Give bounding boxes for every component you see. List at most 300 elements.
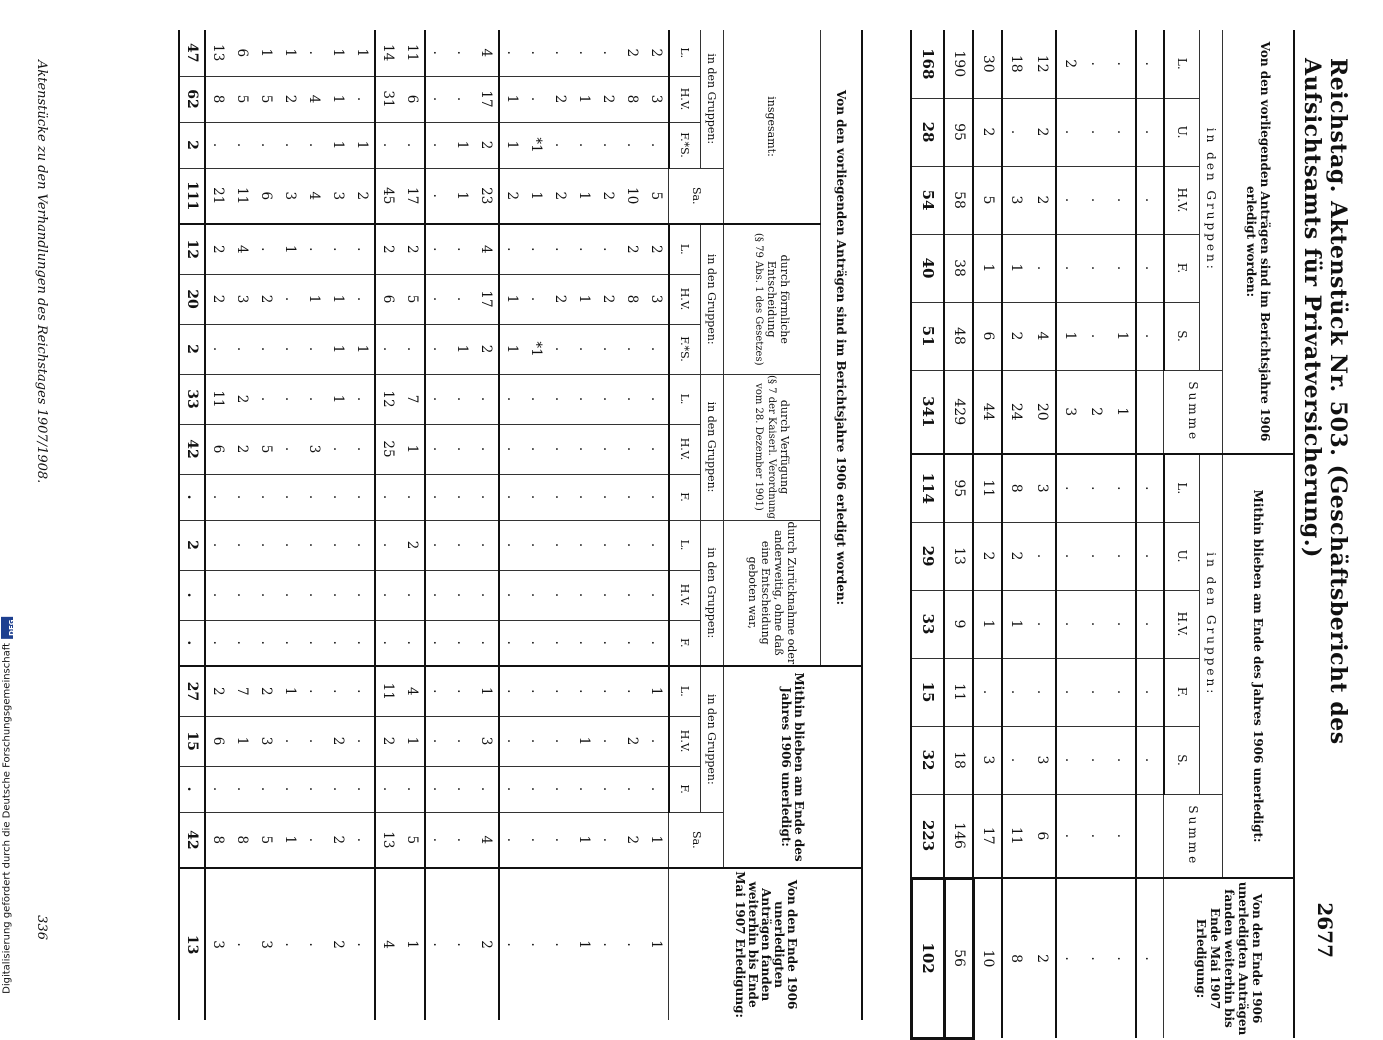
table-cell: 2 <box>620 224 644 274</box>
table-row <box>945 30 974 1038</box>
table-cell: . <box>1109 522 1136 590</box>
table-cell: . <box>375 122 400 168</box>
table-cell: 1 <box>278 812 302 868</box>
table-cell: . <box>528 50 544 55</box>
table-cell: . <box>548 766 572 812</box>
table-a-col-head: S. <box>1164 726 1200 794</box>
table-cell: . <box>205 122 230 168</box>
table-cell: . <box>548 122 572 168</box>
table-cell: 11 <box>375 666 400 716</box>
table-cell: . <box>1109 726 1136 794</box>
table-cell: . <box>278 424 302 474</box>
table-b-rem-head: Mithin blieben am Ende des Jahres 1906 unerledigt: <box>724 666 863 868</box>
table-cell: . <box>302 666 326 716</box>
table-cell: . <box>644 474 669 520</box>
table-cell: . <box>1109 234 1136 302</box>
table-cell: 3 <box>974 726 1003 794</box>
table-cell: 2 <box>648 48 664 58</box>
table-cell: 2 <box>326 868 350 1020</box>
table-cell: 28 <box>912 98 945 166</box>
table-cell: 10 <box>974 878 1003 1038</box>
table-cell: . <box>326 570 350 620</box>
table-cell: 2 <box>1002 302 1029 370</box>
table-cell: . <box>572 620 596 666</box>
table-cell: 42 <box>179 424 205 474</box>
table-cell: 8 <box>230 812 254 868</box>
table-cell: . <box>400 474 425 520</box>
table-cell: 1 <box>450 168 474 224</box>
table-cell: . <box>620 474 644 520</box>
table-cell: . <box>499 766 524 812</box>
table-b-col-head: L. <box>669 520 701 570</box>
table-cell: 341 <box>912 370 945 454</box>
table-cell: . <box>326 424 350 474</box>
table-cell: 4 <box>302 76 326 122</box>
table-cell: . <box>306 50 322 55</box>
table-cell: . <box>1083 794 1109 878</box>
table-cell: . <box>450 666 474 716</box>
table-cell: . <box>350 766 375 812</box>
table-cell: . <box>425 620 450 666</box>
table-row <box>179 30 205 1020</box>
table-cell: . <box>254 224 278 274</box>
table-a <box>910 30 1295 1040</box>
table-cell: . <box>450 76 474 122</box>
table-cell: . <box>425 274 450 324</box>
table-cell: 31 <box>375 76 400 122</box>
table-cell: . <box>524 812 548 868</box>
table-cell: . <box>1136 454 1164 522</box>
table-cell: . <box>1109 166 1136 234</box>
table-cell: 1 <box>1056 302 1083 370</box>
table-a-col2-head: Mithin blieben am Ende des Jahres 1906 unerledigt: <box>1223 454 1295 878</box>
table-b-verf-head <box>724 374 821 520</box>
table-b-groups-label: in den Gruppen: <box>701 520 724 666</box>
table-cell: . <box>596 666 620 716</box>
table-cell: . <box>350 374 375 424</box>
table-cell: 95 <box>945 454 974 522</box>
table-cell: . <box>548 666 572 716</box>
table-cell: 1 <box>572 716 596 766</box>
table-row <box>1029 30 1056 1038</box>
table-cell: . <box>1056 98 1083 166</box>
table-cell: . <box>205 324 230 374</box>
table-cell: . <box>1083 234 1109 302</box>
table-cell: . <box>425 474 450 520</box>
table-cell: . <box>644 374 669 424</box>
table-cell: . <box>425 324 450 374</box>
table-cell: . <box>474 474 499 520</box>
table-cell: . <box>474 570 499 620</box>
page-footer <box>31 60 53 940</box>
table-b-verf-title: durch Verfügung <box>778 399 792 495</box>
table-row <box>302 30 326 1020</box>
table-cell: 6 <box>234 48 250 58</box>
table-cell: 6 <box>205 716 230 766</box>
table-cell: . <box>230 520 254 570</box>
table-cell: 1 <box>326 324 350 374</box>
table-cell: . <box>596 570 620 620</box>
table-cell: . <box>278 520 302 570</box>
table-cell: . <box>548 520 572 570</box>
table-cell: . <box>524 620 548 666</box>
table-cell: . <box>572 122 596 168</box>
table-cell: . <box>1056 166 1083 234</box>
table-cell: 1 <box>450 324 474 374</box>
table-cell: . <box>644 766 669 812</box>
table-cell: 1 <box>350 30 375 76</box>
table-b-main-head: Von den vorliegenden Anträgen sind im Berichtsjahre 1906 erledigt worden: <box>821 30 863 666</box>
table-cell: . <box>644 520 669 570</box>
table-cell: . <box>499 424 524 474</box>
table-cell: . <box>326 666 350 716</box>
table-cell: . <box>644 620 669 666</box>
table-cell: 1 <box>644 868 669 1020</box>
table-cell: 2 <box>548 168 572 224</box>
table-cell: 4 <box>474 812 499 868</box>
table-cell: . <box>425 570 450 620</box>
table-cell: . <box>350 474 375 520</box>
table-cell: . <box>1109 98 1136 166</box>
table-cell: . <box>620 766 644 812</box>
table-cell: . <box>548 812 572 868</box>
table-cell: 33 <box>179 374 205 424</box>
table-a-body <box>912 30 1165 1038</box>
table-cell: . <box>1083 454 1109 522</box>
table-a-col-head: L. <box>1164 454 1200 522</box>
table-cell: . <box>400 620 425 666</box>
table-cell: 20 <box>1029 370 1056 454</box>
table-cell: 2 <box>179 324 205 374</box>
table-cell: 13 <box>179 868 205 1020</box>
table-cell: . <box>375 520 400 570</box>
table-cell: . <box>644 122 669 168</box>
table-cell: 3 <box>1029 726 1056 794</box>
footer-page-number: 336 <box>34 915 50 940</box>
table-cell: 2 <box>350 168 375 224</box>
table-cell: . <box>278 716 302 766</box>
table-cell: . <box>230 474 254 520</box>
table-cell: 1 <box>326 122 350 168</box>
table-cell: . <box>1029 522 1056 590</box>
table-cell: . <box>350 520 375 570</box>
table-cell: 17 <box>974 794 1003 878</box>
table-b-col-head: F.*S. <box>669 324 701 374</box>
table-cell: . <box>375 620 400 666</box>
table-cell: . <box>179 570 205 620</box>
table-cell: . <box>450 274 474 324</box>
table-cell: 3 <box>1002 166 1029 234</box>
table-cell: 45 <box>375 168 400 224</box>
table-cell: 1 <box>400 868 425 1020</box>
table-cell: 2 <box>474 868 499 1020</box>
table-cell: . <box>375 570 400 620</box>
table-b-col-head: H.V. <box>669 716 701 766</box>
table-b-last-head: Von den Ende 1906 unerledigten Anträgen fanden weiterhin bis Ende Mai 1907 Erledigung: <box>669 868 862 1020</box>
table-cell: 11 <box>400 30 425 76</box>
table-cell: 2 <box>400 520 425 570</box>
table-cell: 13 <box>945 522 974 590</box>
table-cell: . <box>230 620 254 666</box>
table-b <box>178 30 863 1020</box>
table-cell: . <box>644 716 669 766</box>
table-a-col-head: Summe <box>1164 794 1223 878</box>
table-a-col3-head: Von den Ende 1906 unerledigten Anträgen fanden weiterhin bis Ende Mai 1907 Erledigung: <box>1164 878 1294 1038</box>
table-cell: . <box>400 324 425 374</box>
table-cell: . <box>400 766 425 812</box>
table-cell: 146 <box>945 794 974 878</box>
table-cell: . <box>278 868 302 1020</box>
table-cell: . <box>596 122 620 168</box>
table-cell: . <box>504 50 520 55</box>
table-b-col-head: H.V. <box>669 274 701 324</box>
table-cell: 1 <box>499 274 524 324</box>
table-cell: *1 <box>524 122 548 168</box>
table-cell: 15 <box>912 658 945 726</box>
table-cell: 1 <box>1109 370 1136 454</box>
table-cell: . <box>499 224 524 274</box>
table-cell: 1 <box>644 666 669 716</box>
table-cell: . <box>1083 726 1109 794</box>
table-cell: 2 <box>326 812 350 868</box>
table-cell: 6 <box>400 76 425 122</box>
table-cell: . <box>474 374 499 424</box>
table-cell: 5 <box>230 76 254 122</box>
table-cell: 3 <box>254 716 278 766</box>
table-cell: . <box>596 766 620 812</box>
table-cell: . <box>572 570 596 620</box>
table-cell <box>1136 370 1164 454</box>
table-cell: 8 <box>1002 878 1029 1038</box>
digitization-credit <box>0 0 14 1000</box>
table-cell: 1 <box>572 868 596 1020</box>
table-cell: 1 <box>278 224 302 274</box>
table-cell: 29 <box>912 522 945 590</box>
table-cell: . <box>596 474 620 520</box>
table-cell: . <box>425 424 450 474</box>
table-cell: . <box>1056 726 1083 794</box>
table-cell: . <box>596 520 620 570</box>
table-cell: . <box>302 716 326 766</box>
table-cell: . <box>350 868 375 1020</box>
table-cell: . <box>620 666 644 716</box>
table-cell: . <box>450 520 474 570</box>
table-cell: 4 <box>302 168 326 224</box>
table-cell: . <box>230 324 254 374</box>
table-cell: . <box>1056 794 1083 878</box>
table-cell: 1 <box>572 274 596 324</box>
table-cell: . <box>1002 98 1029 166</box>
table-cell: 1 <box>572 76 596 122</box>
table-cell: 102 <box>912 878 945 1038</box>
table-cell: 8 <box>620 274 644 324</box>
table-cell: 1 <box>974 234 1003 302</box>
table-cell: 54 <box>912 166 945 234</box>
table-cell: 1 <box>572 812 596 868</box>
table-cell: . <box>548 324 572 374</box>
table-cell: . <box>278 274 302 324</box>
table-a-col-head: H.V. <box>1164 166 1200 234</box>
table-cell: . <box>596 812 620 868</box>
table-cell: 1 <box>524 168 548 224</box>
table-cell: . <box>205 570 230 620</box>
table-row <box>912 30 945 1038</box>
table-cell: . <box>499 474 524 520</box>
table-cell: . <box>278 324 302 374</box>
table-cell: 95 <box>945 98 974 166</box>
table-cell: 40 <box>912 234 945 302</box>
table-b-col-head: H.V. <box>669 76 701 122</box>
table-cell: . <box>430 50 446 55</box>
table-cell: 12 <box>1029 30 1056 98</box>
table-b-col-head: L. <box>669 666 701 716</box>
table-cell: . <box>302 868 326 1020</box>
table-cell: . <box>524 374 548 424</box>
table-cell: 1 <box>499 324 524 374</box>
table-cell: 3 <box>254 868 278 1020</box>
table-cell: . <box>302 620 326 666</box>
table-cell: 1 <box>278 666 302 716</box>
table-cell: . <box>230 122 254 168</box>
table-cell: 2 <box>179 520 205 570</box>
table-cell: 6 <box>205 424 230 474</box>
table-cell: . <box>1002 726 1029 794</box>
table-a-col-head: L. <box>1164 30 1200 98</box>
table-cell: . <box>450 424 474 474</box>
table-cell: . <box>572 324 596 374</box>
table-row <box>524 30 548 1020</box>
table-cell: . <box>425 520 450 570</box>
table-row <box>1136 30 1164 1038</box>
table-cell: 38 <box>945 234 974 302</box>
table-cell: 2 <box>624 48 640 58</box>
table-cell: 3 <box>205 868 230 1020</box>
table-cell: 1 <box>326 76 350 122</box>
table-cell: . <box>524 224 548 274</box>
table-cell: . <box>326 620 350 666</box>
table-cell: . <box>1142 61 1158 66</box>
table-cell: . <box>596 424 620 474</box>
table-a-col-head: U. <box>1164 98 1200 166</box>
table-row <box>474 30 499 1020</box>
table-cell: 2 <box>974 98 1003 166</box>
table-cell: . <box>1136 166 1164 234</box>
table-cell: . <box>425 666 450 716</box>
table-a-col-head: Summe <box>1164 370 1223 454</box>
table-cell: 190 <box>945 30 974 98</box>
table-cell: 1 <box>974 590 1003 658</box>
table-cell: 4 <box>230 224 254 274</box>
table-cell: . <box>350 424 375 474</box>
table-cell: 1 <box>450 122 474 168</box>
table-cell: 2 <box>205 666 230 716</box>
table-row <box>254 30 278 1020</box>
table-b-col-head: F. <box>669 620 701 666</box>
table-cell: 168 <box>912 30 945 98</box>
table-cell: . <box>548 424 572 474</box>
table-row <box>400 30 425 1020</box>
table-cell: 2 <box>179 122 205 168</box>
table-cell: 2 <box>230 424 254 474</box>
table-cell: . <box>596 224 620 274</box>
table-cell: 2 <box>1062 59 1078 69</box>
table-cell: 2 <box>596 168 620 224</box>
table-cell: . <box>350 570 375 620</box>
table-row <box>499 30 524 1020</box>
table-cell: 23 <box>474 168 499 224</box>
table-cell: . <box>450 812 474 868</box>
table-cell: 4 <box>474 30 499 76</box>
table-cell: 2 <box>499 168 524 224</box>
table-cell: . <box>326 520 350 570</box>
table-cell: . <box>254 324 278 374</box>
table-cell: . <box>524 520 548 570</box>
table-cell: . <box>499 716 524 766</box>
table-cell: . <box>326 474 350 520</box>
table-cell: . <box>425 224 450 274</box>
table-b-col-head: F. <box>669 766 701 812</box>
table-cell: . <box>425 374 450 424</box>
table-b-col-head: H.V. <box>669 424 701 474</box>
table-cell: 30 <box>974 30 1003 98</box>
table-cell: . <box>620 868 644 1020</box>
table-cell: . <box>254 122 278 168</box>
table-row <box>644 30 669 1020</box>
table-cell: . <box>254 766 278 812</box>
table-cell: . <box>302 520 326 570</box>
table-cell: 2 <box>1029 878 1056 1038</box>
table-cell: 3 <box>1029 454 1056 522</box>
table-cell: 2 <box>326 716 350 766</box>
table-cell: . <box>1083 590 1109 658</box>
table-cell: 11 <box>230 168 254 224</box>
table-cell: 3 <box>644 76 669 122</box>
table-cell: . <box>1083 302 1109 370</box>
table-cell: . <box>552 50 568 55</box>
table-cell: 17 <box>474 76 499 122</box>
table-b-col-head: L. <box>669 30 701 76</box>
table-cell: 33 <box>912 590 945 658</box>
table-cell: . <box>1029 234 1056 302</box>
table-cell: . <box>620 620 644 666</box>
table-cell: . <box>1109 30 1136 98</box>
table-cell: . <box>375 474 400 520</box>
page-header <box>1299 58 1351 958</box>
table-cell: 6 <box>254 168 278 224</box>
table-cell: 2 <box>278 76 302 122</box>
table-cell: 5 <box>644 168 669 224</box>
table-cell: 4 <box>474 224 499 274</box>
table-b-col-head: H.V. <box>669 570 701 620</box>
table-cell: 1 <box>1002 590 1029 658</box>
table-cell: 2 <box>474 122 499 168</box>
table-cell: . <box>1136 726 1164 794</box>
table-cell: . <box>1029 658 1056 726</box>
table-b-total-head: insgesamt: <box>724 30 821 224</box>
table-cell: . <box>548 716 572 766</box>
table-cell: . <box>302 812 326 868</box>
table-cell: 11 <box>945 658 974 726</box>
table-cell: . <box>499 812 524 868</box>
table-cell: 2 <box>1029 166 1056 234</box>
table-cell: 1 <box>326 374 350 424</box>
table-cell: . <box>350 274 375 324</box>
table-a-col-head: F. <box>1164 658 1200 726</box>
table-cell: . <box>425 168 450 224</box>
table-cell: 1 <box>400 424 425 474</box>
table-cell: . <box>1136 302 1164 370</box>
table-cell: . <box>572 224 596 274</box>
